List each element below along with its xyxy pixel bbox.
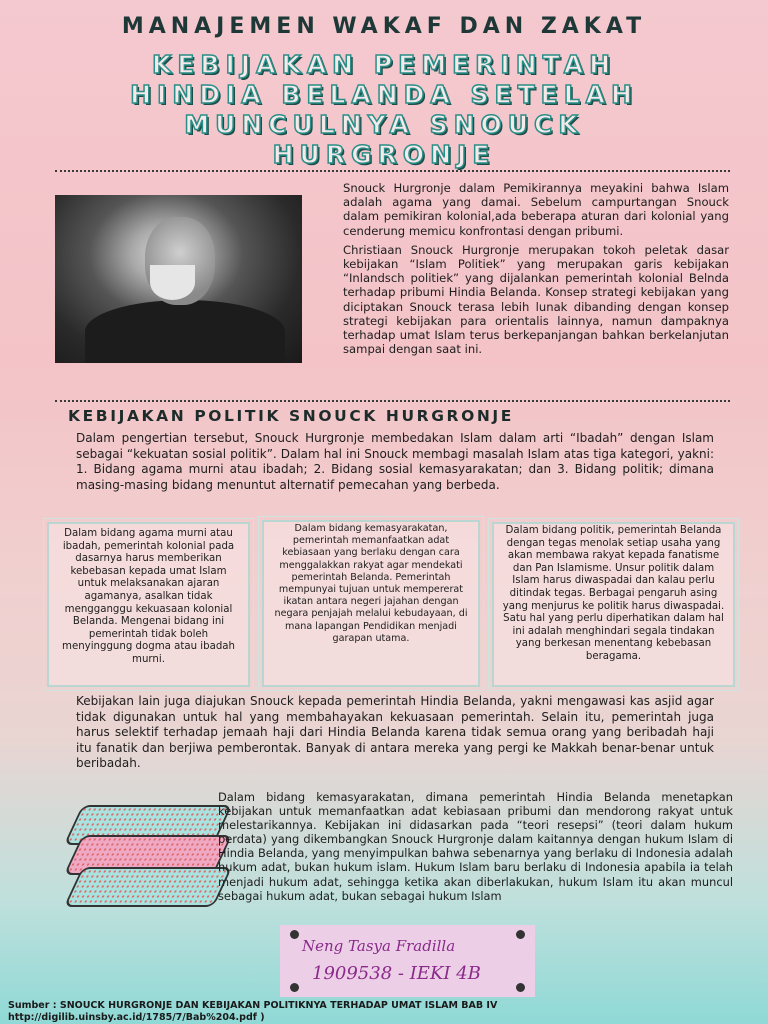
source-citation xyxy=(8,1000,497,1024)
intro-paragraph: Snouck Hurgronje dalam Pemikirannya meyakini bahwa Islam adalah agama yang damai. Sebelum campurtangan Snouck dalam pemikiran kolonial,ada beberapa aturan dari kolonial yang cenderung memicu konfrontasi dengan pribumi. xyxy=(343,181,729,238)
section-paragraph-3: Dalam bidang kemasyarakatan, dimana pemerintah Hindia Belanda menetapkan kebijakan untuk memanfaatkan adat kebiasaan pribumi dan mendorong rakyat untuk melestarikannya. Kebijakan ini didasarkan pada “teori resepsi” (teori dalam hukum perdata) yang dikembangkan Snouck Hurgronje dalam kaitannya dengan hukum Islam di Hindia Belanda, yang menyimpulkan bahwa sebenarnya yang berlaku di Indonesia adalah hukum adat, bukan hukum islam. Hukum Islam baru berlaku di Indonesia apabila ia telah menjadi hukum adat, sehingga ketika akan diberlakukan, hukum Islam itu akan muncul sebagai hukum adat, bukan sebagai hukum Islam xyxy=(218,790,733,903)
divider xyxy=(55,400,730,402)
portrait-photo xyxy=(55,195,302,363)
box-kemasyarakatan: Dalam bidang kemasyarakatan, pemerintah memanfaatkan adat kebiasaan yang berlaku dengan cara menggalakkan rakyat agar mendekati pemerintah Belanda. Pemerintah mempunyai tujuan untuk mempererat ikatan antara negeri jajahan dengan negara penjajah melalui kebudayaan, di mana lapangan Pendidikan menjadi garapan utama. xyxy=(262,520,480,687)
course-title: MANAJEMEN WAKAF DAN ZAKAT xyxy=(121,14,647,39)
title-line: HURGRONJE xyxy=(272,140,496,169)
title-line: KEBIJAKAN PEMERINTAH xyxy=(151,50,617,79)
author-id: 1909538 - IEKI 4B xyxy=(312,963,481,984)
source-text: Sumber : SNOUCK HURGRONJE DAN KEBIJAKAN POLITIKNYA TERHADAP UMAT ISLAM BAB IV xyxy=(8,1000,498,1011)
author-name: Neng Tasya Fradilla xyxy=(302,937,456,955)
intro-text xyxy=(343,181,729,361)
section-paragraph-1: Dalam pengertian tersebut, Snouck Hurgronje membedakan Islam dalam arti “Ibadah” dengan Islam sebagai “kekuatan sosial politik”. Dalam hal ini Snouck membagi masalah Islam atas tiga kategori, yakni: 1. Bidang agama murni atau ibadah; 2. Bidang sosial kemasyarakatan; dan 3. Bidang politik; dimana masing-masing bidang menuntut alternatif pemecahan yang berbeda. xyxy=(76,431,714,492)
section-heading: KEBIJAKAN POLITIK SNOUCK HURGRONJE xyxy=(68,407,514,425)
title-line: MUNCULNYA SNOUCK xyxy=(184,110,584,139)
title-line: HINDIA BELANDA SETELAH xyxy=(130,80,638,109)
author-card xyxy=(280,925,535,997)
box-politik: Dalam bidang politik, pemerintah Belanda dengan tegas menolak setiap usaha yang akan membawa rakyat kepada fanatisme dan Pan Islamisme. Unsur politik dalam Islam harus diwaspadai dan kalau perlu ditindak tegas. Berbagai pengaruh asing yang menjurus ke politik harus diwaspadai. Satu hal yang perlu diperhatikan dalam hal ini adalah menghindari segala tindakan yang berkesan menentang kebebasan beragama. xyxy=(492,522,735,687)
source-link[interactable]: http://digilib.uinsby.ac.id/1785/7/Bab%204.pdf ) xyxy=(8,1012,265,1023)
divider xyxy=(55,170,730,172)
box-agama: Dalam bidang agama murni atau ibadah, pemerintah kolonial pada dasarnya harus memberikan kebebasan kepada umat Islam untuk melaksanakan ajaran agamanya, asalkan tidak mengganggu kekuasaan kolonial Belanda. Mengenai bidang ini pemerintah tidak boleh menyinggung dogma atau ibadah murni. xyxy=(47,522,250,687)
pill-shape xyxy=(64,867,233,907)
section-paragraph-2: Kebijakan lain juga diajukan Snouck kepada pemerintah Hindia Belanda, yakni mengawasi kas asjid agar tidak digunakan untuk hal yang membahayakan kekuasaan pemerintah. Selain itu, pemerintah juga harus selektif terhadap jemaah haji dari Hindia Belanda karena tidak semua orang yang beribadah haji itu fanatik dan berjiwa pemberontak. Banyak di antara mereka yang pergi ke Makkah benar-benar untuk beribadah. xyxy=(76,694,714,770)
poster-title xyxy=(0,50,768,170)
intro-paragraph: Christiaan Snouck Hurgronje merupakan tokoh peletak dasar kebijakan “Islam Politiek” yang merupakan garis kebijakan “Inlandsch politiek” yang dijalankan pemerintah kolonial Belnda terhadap pribumi Hindia Belanda. Konsep strategi kebijakan yang diciptakan Snouck terasa lebih lunak dibanding dengan konsep strategi kebijakan para orientalis lainnya, namun dampaknya terhadap umat Islam terus berkepanjangan bahkan berkelanjutan sampai dengan saat ini. xyxy=(343,242,729,357)
